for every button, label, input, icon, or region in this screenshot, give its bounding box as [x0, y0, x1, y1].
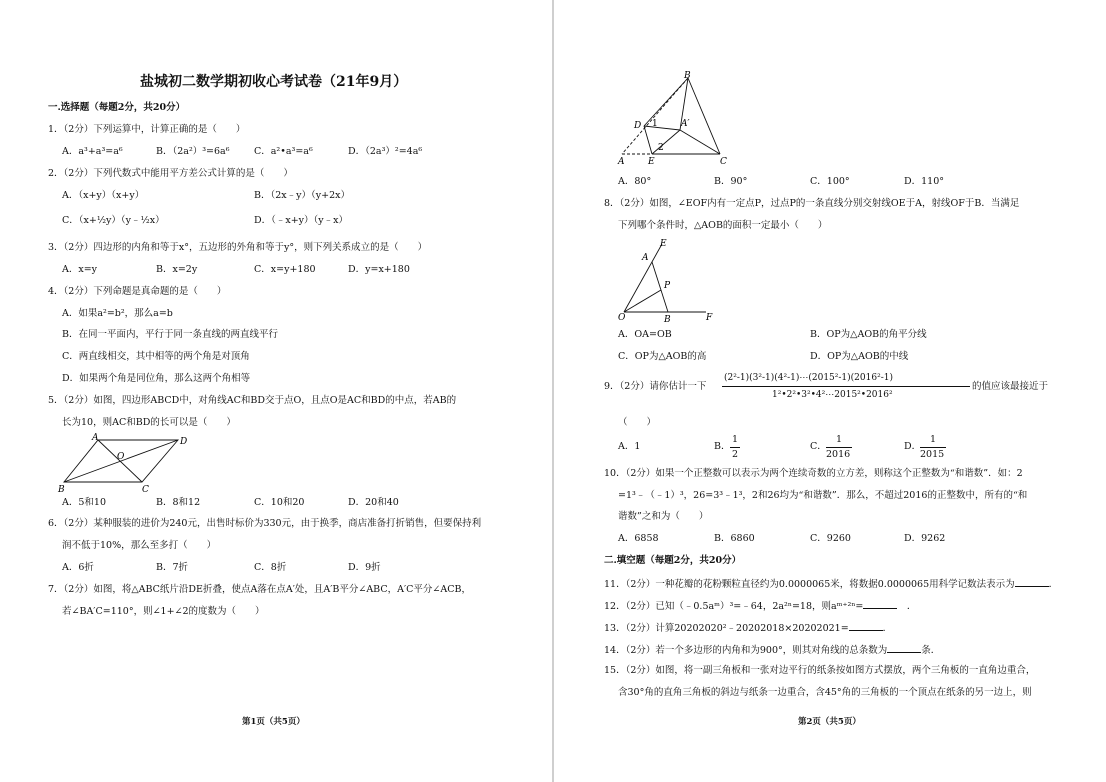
q7-option-c: C．100°: [810, 176, 850, 187]
q5-label-a: A: [92, 433, 99, 443]
exam-title: 盐城初二数学期初收心考试卷（21年9月）: [140, 74, 408, 90]
q7-fold-triangle-figure: [618, 72, 738, 168]
q11-stem: 11．（2分）一种花瓣的花粉颗粒直径约为0.0000065米，将数据0.0000065用科学记数法表示为 ．: [604, 579, 1059, 590]
q13-answer-blank[interactable]: [849, 621, 883, 631]
q7-fold-de: [644, 126, 652, 154]
q7-label-c: C: [720, 157, 727, 167]
q3-stem: 3．（2分）四边形的内角和等于x°，五边形的外角和等于y°，则下列关系成立的是（ ）: [48, 242, 428, 253]
q10-option-b: B．6860: [714, 533, 755, 544]
q7-label-e: E: [648, 157, 655, 167]
q3-option-c: C．x=y+180: [254, 264, 316, 275]
q9-stem-paren: （ ）: [618, 417, 657, 428]
q1-stem: 1．（2分）下列运算中，计算正确的是（ ）: [48, 124, 246, 135]
q9-option-b-num: 1: [732, 434, 739, 445]
q5-stem-line2: 长为10，则AC和BD的长可以是（ ）: [62, 417, 236, 428]
q5-label-d: D: [180, 437, 188, 447]
q7-label-d: D: [634, 121, 642, 131]
q9-option-c-den: 2016: [826, 449, 851, 460]
page-1-footer: 第1页（共5页）: [242, 717, 305, 727]
q8-option-a: A．OA=OB: [618, 329, 672, 340]
q7-stem-line2: 若∠BA′C=110°，则∠1+∠2的度数为（ ）: [62, 606, 265, 617]
q4-option-d: D．如果两个角是同位角，那么这两个角相等: [62, 373, 251, 384]
section-2-heading: 二.填空题（每题2分，共20分）: [604, 555, 742, 566]
q8-segment-op: [624, 290, 661, 312]
q6-option-a: A．6折: [62, 562, 94, 573]
page-1: [0, 0, 552, 782]
q2-option-c: C．（x+½y）（y﹣½x）: [62, 215, 165, 226]
q5-stem-line1: 5．（2分）如图，四边形ABCD中，对角线AC和BD交于点O，且点O是AC和BD的中点，若AB的: [48, 395, 457, 406]
q13-text: 13．（2分）计算20202020²﹣20202018×20202021=: [604, 623, 849, 634]
q14-stem: [604, 643, 940, 657]
q8-option-c: C．OP为△AOB的高: [618, 351, 707, 362]
q4-stem: 4．（2分）下列命题是真命题的是（ ）: [48, 286, 227, 297]
q7-angle-2: 2: [658, 143, 664, 153]
q3-option-d: D．y=x+180: [348, 264, 410, 275]
q9-option-b-den: 2: [732, 449, 739, 460]
q7-angle-1: 1: [652, 119, 658, 129]
q5-option-a: A．5和10: [62, 497, 106, 508]
q5-option-b: B．8和12: [156, 497, 201, 508]
q8-option-b: B．OP为△AOB的角平分线: [810, 329, 927, 340]
q10-option-d: D．9262: [904, 533, 946, 544]
q8-option-d: D．OP为△AOB的中线: [810, 351, 909, 362]
q10-option-c: C．9260: [810, 533, 851, 544]
q12-text: 12．（2分）已知（﹣0.5aᵐ）³=﹣64，2a²ⁿ=18，则aᵐ⁺²ⁿ=: [604, 601, 864, 612]
q13-stem: 13．（2分）计算20202020²﹣20202018×20202021= ．: [604, 623, 893, 634]
q1-option-a: A．a³+a³=a⁶: [62, 146, 123, 157]
q8-label-b: B: [664, 315, 671, 325]
q7-option-d: D．110°: [904, 176, 944, 187]
q6-stem-line1: 6．（2分）某种服装的进价为240元，出售时标价为330元，由于换季，商店准备打折销售，但要保持利: [48, 518, 482, 529]
q8-label-f: F: [706, 313, 713, 323]
q3-option-a: A．x=y: [62, 264, 98, 275]
q11-answer-blank[interactable]: [1015, 577, 1049, 587]
q6-option-b: B．7折: [156, 562, 189, 573]
q5-label-c: C: [142, 485, 149, 495]
q8-label-o: O: [618, 313, 626, 323]
q8-label-a: A: [642, 253, 649, 263]
q2-stem: 2．（2分）下列代数式中能用平方差公式计算的是（ ）: [48, 168, 293, 179]
q10-option-a: A．6858: [618, 533, 659, 544]
q7-label-a: A: [618, 157, 625, 167]
q1-option-b: B．（2a²）³=6a⁶: [156, 146, 230, 157]
q4-option-a: A．如果a²=b²，那么a=b: [62, 308, 173, 319]
q9-option-b-bar: [730, 447, 740, 448]
q9-option-d-bar: [920, 447, 946, 448]
q9-option-c-label: C．: [810, 441, 827, 452]
page-2-footer: 第2页（共5页）: [798, 717, 861, 727]
q2-option-d: D．（﹣x+y）（y﹣x）: [254, 215, 349, 226]
q5-parallelogram-figure: [58, 430, 188, 496]
q6-option-d: D．9折: [348, 562, 381, 573]
q9-option-c-num: 1: [836, 434, 843, 445]
q9-option-b-label: B．: [714, 441, 731, 452]
q8-label-p: P: [664, 281, 671, 291]
q5-option-d: D．20和40: [348, 497, 399, 508]
q10-stem-line2: =1³﹣（﹣1）³，26=3³﹣1³，2和26均为“和谐数”．那么，不超过2016的正整数中，所有的“和: [618, 490, 1028, 501]
q9-fraction-denominator: 1²•2²•3²•4²⋯2015²•2016²: [772, 390, 893, 400]
q9-fraction-bar: [722, 386, 970, 387]
q9-option-d-label: D．: [904, 441, 922, 452]
q5-label-b: B: [58, 485, 65, 495]
q7-option-a: A．80°: [618, 176, 652, 187]
q1-option-d: D．（2a³）²=4a⁶: [348, 146, 423, 157]
q10-stem-line1: 10．（2分）如果一个正整数可以表示为两个连续奇数的立方差，则称这个正整数为“和谐数”．如：2: [604, 468, 1023, 479]
q8-stem-line2: 下列哪个条件时，△AOB的面积一定最小（ ）: [618, 220, 828, 231]
q2-option-b: B．（2x﹣y）（y+2x）: [254, 190, 350, 201]
q9-fraction-numerator: (2²-1)(3²-1)(4²-1)⋯(2015²-1)(2016²-1): [724, 373, 893, 383]
q12-answer-blank[interactable]: [863, 599, 897, 609]
q8-angle-figure: [618, 238, 728, 325]
q9-option-d-num: 1: [930, 434, 937, 445]
q6-stem-line2: 润不低于10%，那么至多打（ ）: [62, 540, 217, 551]
q14-answer-blank[interactable]: [887, 643, 921, 653]
q7-stem-line1: 7．（2分）如图，将△ABC纸片沿DE折叠，使点A落在点A′处，且A′B平分∠ABC，A′C平分∠ACB，: [48, 584, 471, 595]
q7-ea-prime: [652, 130, 680, 154]
q7-option-b: B．90°: [714, 176, 748, 187]
q7-label-b: B: [684, 71, 691, 81]
q7-side-bc: [688, 78, 720, 154]
q2-option-a: A．（x+y）（x+y）: [62, 190, 145, 201]
q10-stem-line3: 谐数”之和为（ ）: [618, 511, 709, 522]
q5-label-o: O: [117, 452, 125, 462]
q9-stem-post: 的值应该最接近于: [972, 381, 1049, 392]
q3-option-b: B．x=2y: [156, 264, 198, 275]
q9-option-c-bar: [826, 447, 852, 448]
q11-text: 11．（2分）一种花瓣的花粉颗粒直径约为0.0000065米，将数据0.0000065用科学记数法表示为: [604, 579, 1015, 590]
q4-option-c: C．两直线相交，其中相等的两个角是对顶角: [62, 351, 250, 362]
q7-ca-prime: [680, 130, 720, 154]
q9-stem-pre: 9．（2分）请你估计一下: [604, 381, 707, 392]
q14-text-end: 条．: [921, 645, 941, 656]
q4-option-b: B．在同一平面内，平行于同一条直线的两直线平行: [62, 329, 278, 340]
q15-stem-line1: 15．（2分）如图，将一副三角板和一张对边平行的纸条按如图方式摆放，两个三角板的一直角边重合，: [604, 665, 1036, 676]
q15-stem-line2: 含30°角的直角三角板的斜边与纸条一边重合，含45°角的三角板的一个顶点在纸条的另一边上，则: [618, 687, 1032, 698]
q9-option-a: A．1: [618, 441, 641, 452]
q7-label-a-prime: A′: [681, 119, 690, 129]
q9-option-d-den: 2015: [920, 449, 945, 460]
q5-option-c: C．10和20: [254, 497, 305, 508]
q6-option-c: C．8折: [254, 562, 287, 573]
q8-label-e: E: [660, 239, 667, 249]
q1-option-c: C．a²•a³=a⁶: [254, 146, 313, 157]
q8-stem-line1: 8．（2分）如图，∠EOF内有一定点P，过点P的一条直线分别交射线OE于A，射线OF于B．当满足: [604, 198, 1020, 209]
q14-text: 14．（2分）若一个多边形的内角和为900°，则其对角线的总条数为: [604, 645, 888, 656]
q7-da-prime: [644, 126, 680, 130]
section-1-heading: 一.选择题（每题2分，共20分）: [48, 102, 186, 113]
q12-stem: 12．（2分）已知（﹣0.5aᵐ）³=﹣64，2a²ⁿ=18，则aᵐ⁺²ⁿ= ．: [604, 601, 917, 612]
page-2: [554, 0, 1106, 782]
